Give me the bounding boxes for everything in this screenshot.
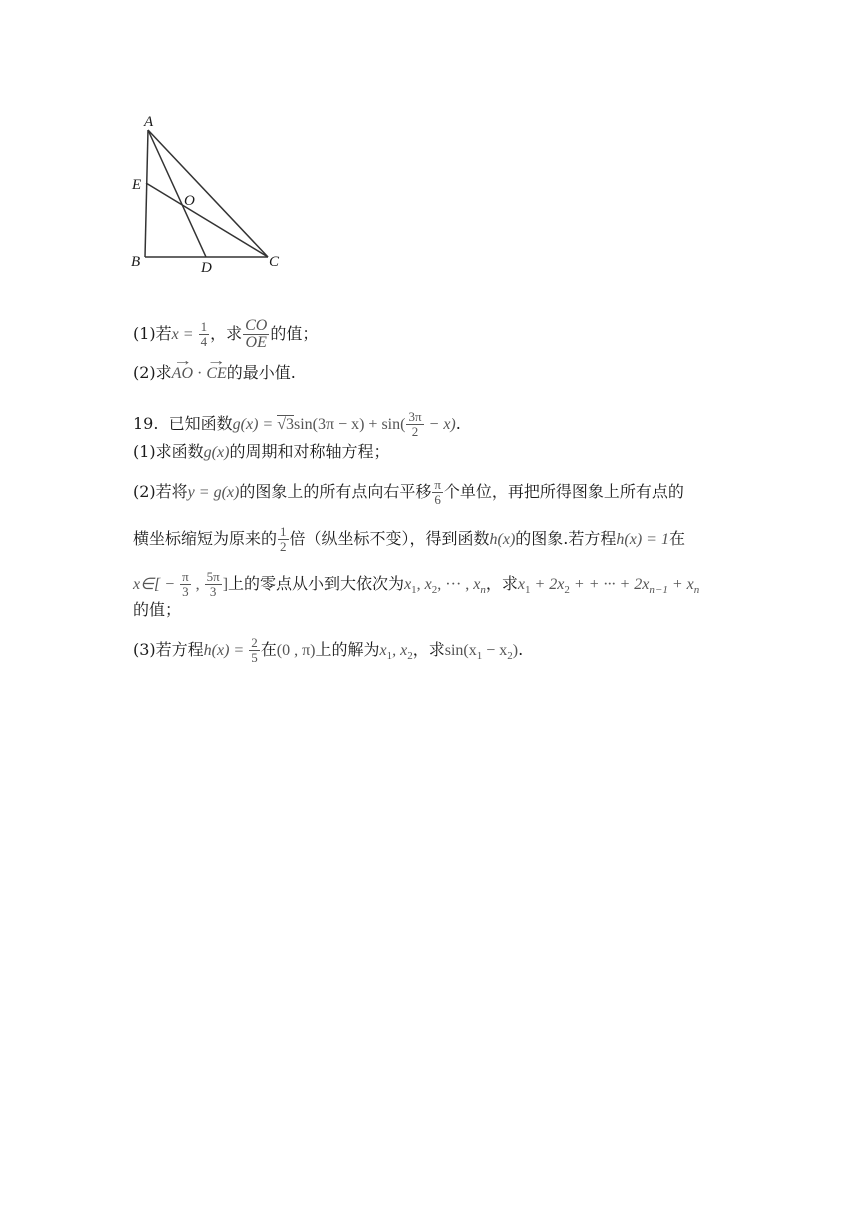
q19-part3: (3)若方程h(x) = $\frac{2}{5}$ 在(0 , π)上的解为$x_1$, $x_2$，求$\sin(x_1 - x_2)$. (133, 635, 524, 665)
q18-part2: (2)求→ AO · → CE的最小值. (133, 362, 296, 385)
fraction-one-half: $\frac{1}{2}$ (280, 524, 287, 554)
label-d: D (201, 260, 212, 275)
q19-part2-line2: 横坐标缩短为原来的 $\frac{1}{2}$ 倍（纵坐标不变），得到函数h(x)的图象.若方程h(x) = 1在 (133, 524, 685, 554)
q18-part1: (1)若x = $\frac{1}{4}$ ，求 $\frac{CO}{OE}$ 的值； (133, 317, 319, 351)
q19-part2-line1: (2)若将y = g(x)的图象上的所有点向右平移 $\frac{\pi}{6}$ 个单位，再把所得图象上所有点的 (133, 477, 684, 507)
fraction-pi-over-3: $\frac{\pi}{3}$ (182, 569, 189, 599)
segment-ac (148, 130, 268, 257)
label-o: O (184, 193, 195, 209)
q19-intro: 19. 已知函数g(x) = √3sin(3π − x) + sin( $\frac{3\pi}{2}$ − x). (133, 409, 461, 439)
q19-part1: (1)求函数g(x)的周期和对称轴方程； (133, 442, 390, 461)
vector-ao: → AO (172, 363, 193, 385)
label-b: B (131, 254, 141, 270)
question-number: 19. (133, 414, 159, 433)
triangle-figure (128, 110, 298, 275)
label-a: A (144, 114, 154, 130)
fraction-2-over-5: $\frac{2}{5}$ (251, 635, 258, 665)
label-c: C (269, 254, 280, 270)
segment-ab (145, 130, 148, 257)
segment-ec (146, 183, 268, 257)
fraction-pi-over-6: $\frac{\pi}{6}$ (434, 477, 441, 507)
q19-part2-line3: x∈[ − $\frac{\pi}{3}$ , $\frac{5\pi}{3}$ ]上的零点从小到大依次为$x_1$, $x_2$, ··· , $x_n$，求$x_1 + 2x_2$ + + ··· + $2x_{n-1} + x_n$ (133, 569, 700, 599)
vector-ce: → CE (206, 363, 226, 385)
segment-ad (148, 130, 206, 257)
fraction-3pi-over-2: $\frac{3\pi}{2}$ (408, 409, 422, 439)
q19-part2-line4: 的值； (133, 600, 182, 619)
label-e: E (132, 177, 142, 193)
fraction-one-quarter: $\frac{1}{4}$ (200, 319, 208, 349)
fraction-5pi-over-3: $\frac{5\pi}{3}$ (206, 569, 220, 599)
fraction-co-over-oe: $\frac{CO}{OE}$ (245, 317, 268, 351)
